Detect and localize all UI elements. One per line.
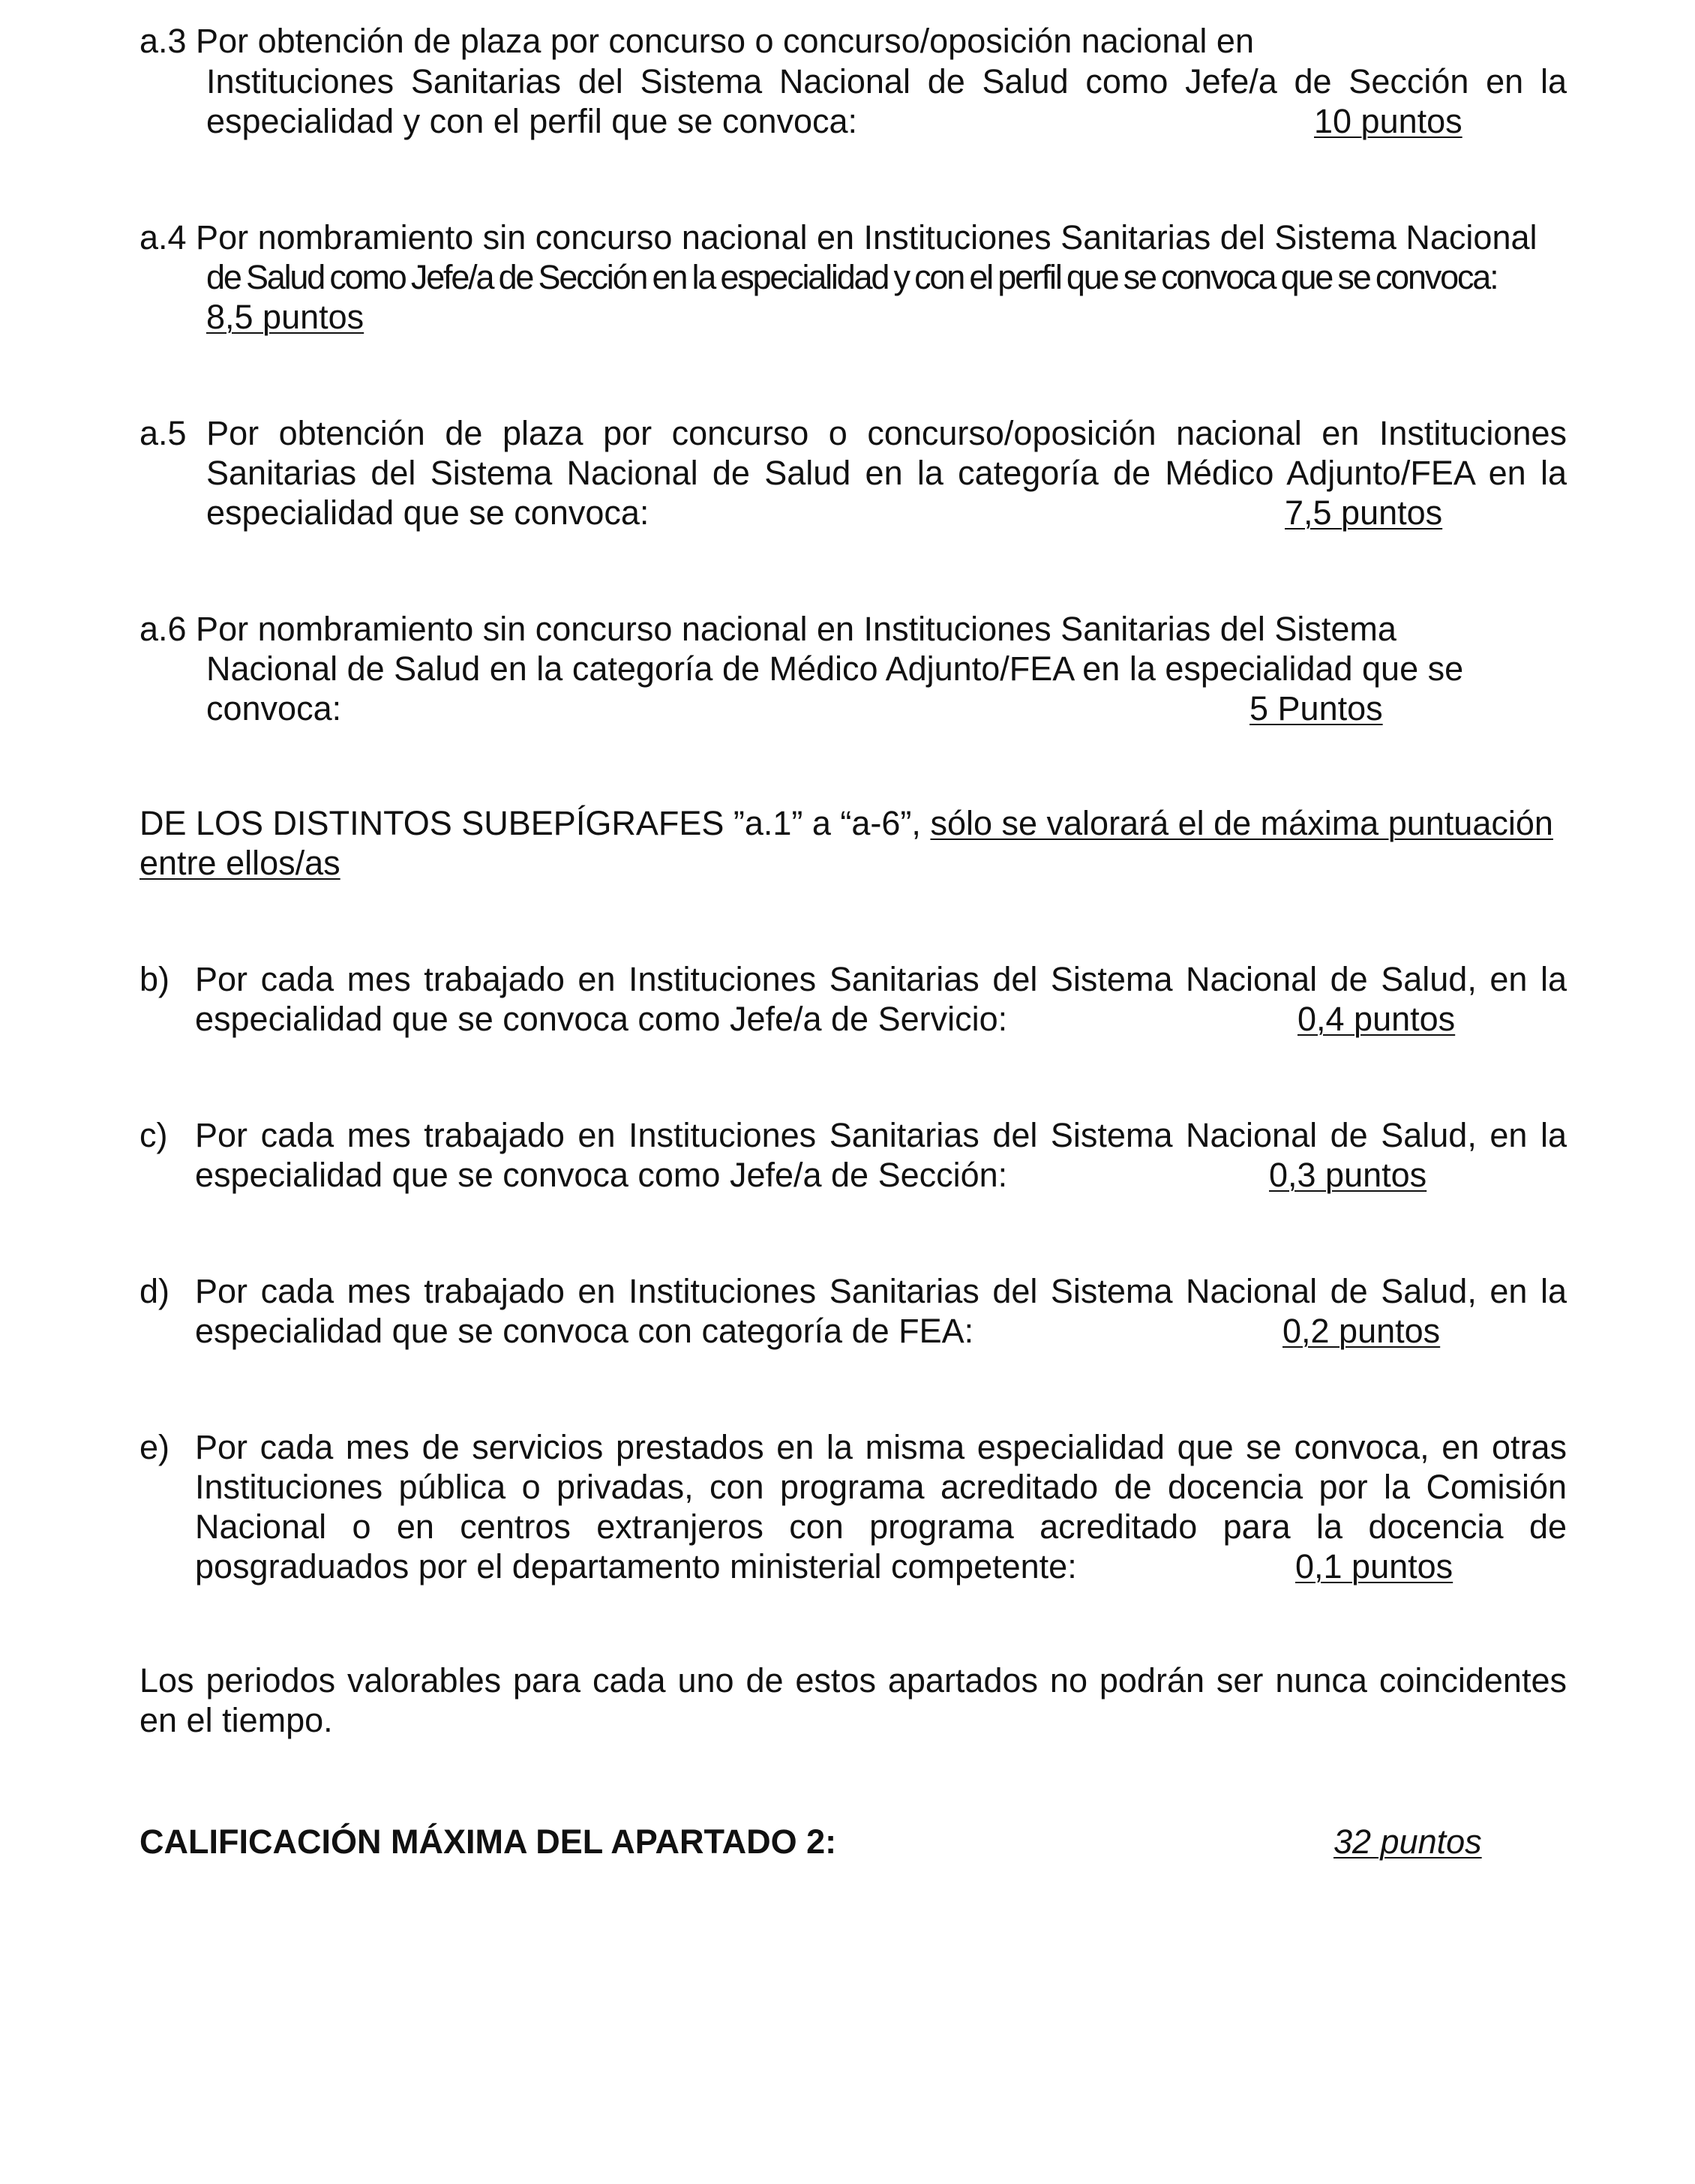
item-a4-points: 8,5 puntos — [206, 298, 364, 336]
item-e-line4: posgraduados por el departamento ministerial competente: — [195, 1547, 1077, 1586]
item-d-points: 0,2 puntos — [1282, 1312, 1441, 1350]
periods-note-line1: Los periodos valorables para cada uno de estos apartados no podrán ser nunca coincidentes — [140, 1661, 1567, 1700]
item-a5-line3: especialidad que se convoca: — [206, 494, 650, 532]
subepigrafes-note-underlined-2: entre ellos/as — [140, 844, 340, 882]
item-a3-line3: especialidad y con el perfil que se convoca: — [206, 102, 858, 140]
item-c-points: 0,3 puntos — [1269, 1156, 1427, 1194]
subepigrafes-note-line1 — [140, 803, 1553, 843]
item-e-marker: e) — [140, 1428, 170, 1466]
max-score-points: 32 puntos — [1334, 1822, 1482, 1861]
item-d-line2: especialidad que se convoca con categoría de FEA: — [195, 1312, 974, 1350]
item-e-line1: Por cada mes de servicios prestados en la misma especialidad que se convoca, en otras — [195, 1428, 1567, 1466]
item-c-marker: c) — [140, 1116, 168, 1154]
item-e-line3: Nacional o en centros extranjeros con programa acreditado para la docencia de — [195, 1508, 1567, 1546]
item-a3-line1: a.3 Por obtención de plaza por concurso o concurso/oposición nacional en — [140, 22, 1254, 60]
item-a4-line2: de Salud como Jefe/a de Sección en la especialidad y con el perfil que se convoca que se convoca: — [206, 258, 1498, 296]
item-b-line2: especialidad que se convoca como Jefe/a de Servicio: — [195, 1000, 1008, 1038]
item-a3-points: 10 puntos — [1314, 102, 1462, 140]
item-b-points: 0,4 puntos — [1298, 1000, 1456, 1038]
item-e-points: 0,1 puntos — [1295, 1547, 1454, 1586]
item-a3-line2: Instituciones Sanitarias del Sistema Nacional de Salud como Jefe/a de Sección en la — [206, 62, 1567, 100]
item-a5-line1: a.5 Por obtención de plaza por concurso o concurso/oposición nacional en Instituciones — [140, 414, 1567, 452]
item-a5-points: 7,5 puntos — [1285, 494, 1443, 532]
periods-note-line2: en el tiempo. — [140, 1701, 333, 1739]
max-score-label: CALIFICACIÓN MÁXIMA DEL APARTADO 2: — [140, 1822, 837, 1861]
item-a5-line2: Sanitarias del Sistema Nacional de Salud en la categoría de Médico Adjunto/FEA en la — [206, 454, 1567, 492]
item-a6-line3: convoca: — [206, 689, 342, 728]
item-e-line2: Instituciones pública o privadas, con programa acreditado de docencia por la Comisión — [195, 1468, 1567, 1506]
subepigrafes-note-prefix: DE LOS DISTINTOS SUBEPÍGRAFES ”a.1” a “a-6”, — [140, 804, 921, 842]
item-c-line1: Por cada mes trabajado en Instituciones Sanitarias del Sistema Nacional de Salud, en la — [195, 1116, 1567, 1154]
item-c-line2: especialidad que se convoca como Jefe/a de Sección: — [195, 1156, 1008, 1194]
subepigrafes-note-line2 — [140, 843, 340, 883]
item-a4-line1: a.4 Por nombramiento sin concurso nacional en Instituciones Sanitarias del Sistema Nacional — [140, 218, 1538, 256]
item-a6-line2: Nacional de Salud en la categoría de Médico Adjunto/FEA en la especialidad que se — [206, 650, 1464, 688]
item-d-marker: d) — [140, 1272, 170, 1310]
item-b-line1: Por cada mes trabajado en Instituciones Sanitarias del Sistema Nacional de Salud, en la — [195, 960, 1567, 998]
subepigrafes-note-underlined-1: sólo se valorará el de máxima puntuación — [930, 804, 1553, 842]
item-a6-points: 5 Puntos — [1250, 689, 1383, 728]
item-d-line1: Por cada mes trabajado en Instituciones Sanitarias del Sistema Nacional de Salud, en la — [195, 1272, 1567, 1310]
item-b-marker: b) — [140, 960, 170, 998]
item-a6-line1: a.6 Por nombramiento sin concurso nacional en Instituciones Sanitarias del Sistema — [140, 610, 1396, 648]
